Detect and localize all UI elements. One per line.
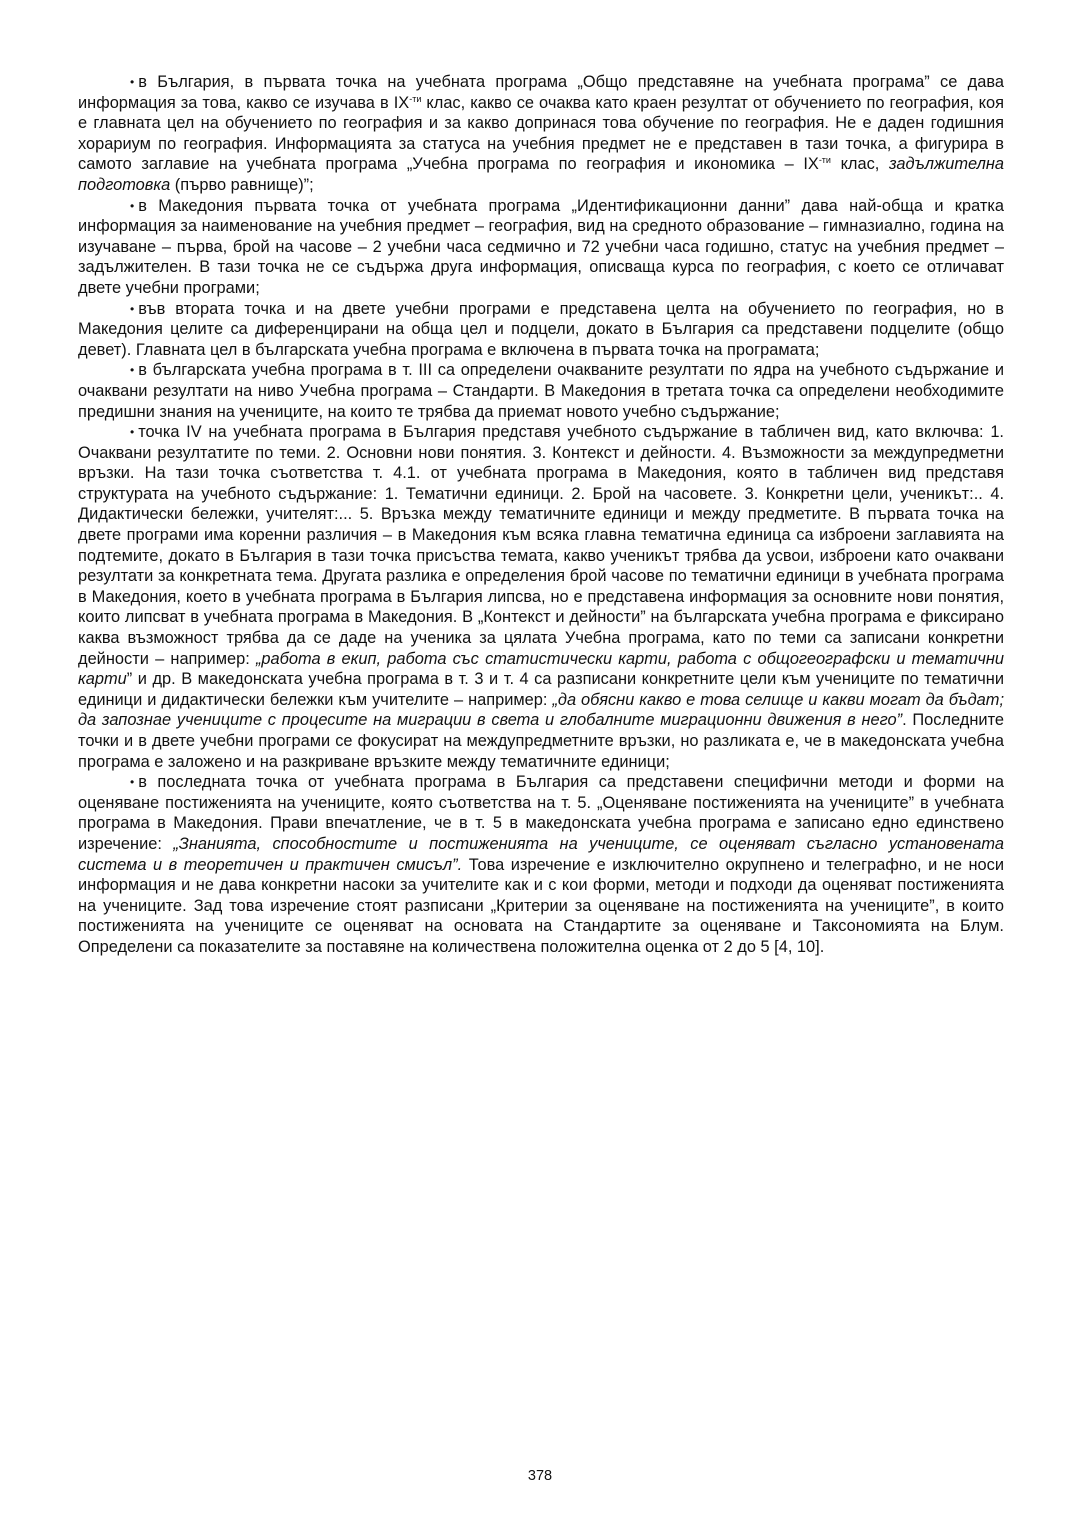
paragraph-second-point (78, 299, 1004, 361)
bullet-icon: • (130, 425, 135, 440)
italic-text: задължителна подготовка (78, 155, 1004, 194)
text-run: . Последните точки и в двете учебни програми се фокусират на междупредметните връзки, но разликата е, че в македонската учебна програма е заложено и на разкриване връзките между тематичните единици; (78, 711, 1005, 771)
paragraph-fourth-point (78, 422, 1004, 772)
text-run: ” и др. В македонската учебна програма в т. 3 и т. 4 са разписани конкретните цели към учениците по тематични единици и дидактически бележки към учителите – например: (78, 670, 1004, 709)
paragraph-bulgaria-first-point (78, 72, 1004, 196)
text-run: клас, (830, 155, 889, 174)
paragraph-third-point (78, 360, 1004, 422)
superscript-suffix: -ти (409, 93, 422, 104)
text-run: в българската учебна програма в т. III са определени очакваните резултати по ядра на учебното съдържание и очаквани резултати на ниво Учебна програма – Стандарти. В Македония в третата точка са определени необходимите предишни знания на учениците, на които те трябва да приемат новото учебно съдържание; (78, 361, 1004, 421)
bullet-icon: • (130, 775, 135, 790)
text-run: в Македония първата точка от учебната програма „Идентификационни данни” дава най-обща и кратка информация за наименование на учебния предмет – география, вид на средното образование – гимназиално, година на изучаване – първа, брой на часове – 2 учебни часа седмично и 72 учебни часа годишно, статус на учебния предмет – задължителен. В тази точка не се съдържа друга информация, описваща курса по география, с което се отличават двете учебни програми; (78, 196, 1004, 297)
text-run: в последната точка от учебната програма в България са представени специфични методи и форми на оценяване постиженията на учениците, която съответства на т. 5. „Оценяване постиженията на учениците” в учебната програма в Македония. Прави впечатление, че в т. 5 в македонската учебна програма е записано едно единствено изречение: (78, 773, 1004, 853)
italic-text: „да обясни какво е това селище и какви могат да бъдат; да запознае учениците с процесите на миграции в света и глобалните миграционни движения в него” (78, 690, 1004, 730)
page-number: 378 (527, 1468, 553, 1484)
text-run: в България, в първата точка на учебната програма „Общо представяне на учебната програма” се дава информация за това, какво се изучава в IX (78, 73, 1004, 112)
bullet-icon: • (130, 75, 135, 89)
italic-text: „работа в екип, работа със статистически карти, работа с общогеографски и тематични карти (78, 649, 1004, 689)
text-run: (първо равнище)”; (170, 175, 314, 194)
text-run: точка IV на учебната програма в България представя учебното съдържание в табличен вид, като включва: 1. Очаквани резултатите по теми. 2. Основни нови понятия. 3. Контекст и дейности. 4. Възможности за междупредметни връзки. На тази точка съответства т. 4.1. от учебната програма в Македония, която в табличен вид представя структурата на учебното съдържание: 1. Тематични единици. 2. Брой на часовете. 3. Конкретни цели, ученикът:.. 4. Дидактически бележки, учителят:... 5. Връзка между тематичните единици и между предметите. В първата точка на двете програми има коренни различия – в Македония към всяка главна тематична единица са изброени заглавията на подтемите, докато в България в тази точка присъства темата, какво ученикът трябва да усвои, изброени като очаквани резултати за конкретната тема. Другата разлика е определения брой часове по тематични единици в учебната програма в Македония, което в учебната програма в България липсва, но е представена информация за основните нови понятия, които липсват в учебната програма в Македония. В „Контекст и дейности” на българската учебна програма е фиксирано каква възможност трябва да се даде на ученика за цялата Учебна програма, като по теми са записани конкретни дейности – например: (78, 423, 1004, 668)
superscript-suffix: -ти (818, 155, 831, 166)
bullet-icon: • (130, 301, 135, 316)
italic-text: „Знанията, способностите и постиженията на учениците, се оценяват съгласно установената система и в теоретичен и практичен смисъл”. (78, 834, 1004, 874)
bullet-icon: • (130, 363, 135, 378)
text-run: клас, какво се очаква като краен резултат от обучението по география, коя е главната цел на обучението по география и за какво допринася това обучение по география. Не е даден годишния хорариум по география. Информацията за статуса на учебния предмет не е представен в тази точка, а фигурира в самото заглавие на учебната програма „Учебна програма по география и икономика – IX (78, 93, 1005, 174)
paragraph-macedonia-first-point (78, 196, 1004, 299)
body-text (78, 72, 1004, 958)
text-run: във втората точка и на двете учебни програми е представена целта на обучението по география, но в Македония целите са диференцирани на обща цел и подцели, докато в България са представени подцелите (общо девет). Главната цел в българската учебна програма е включена в първата точка на програмата; (78, 299, 1004, 359)
text-run: Това изречение е изключително окрупнено и телеграфно, и не носи информация и не дава конкретни насоки за учителите как и с кои форми, методи и подходи да оценяват постиженията на учениците. Зад това изречение стоят разписани „Критерии за оценяване на постиженията на учениците”, в които постиженията на учениците се оценяват на основата на Стандартите за оценяване и Таксономията на Блум. Определени са показателите за поставяне на количествена положителна оценка от 2 до 5 [4, 10]. (78, 855, 1004, 956)
bullet-icon: • (130, 198, 135, 213)
paragraph-last-point (78, 772, 1004, 957)
